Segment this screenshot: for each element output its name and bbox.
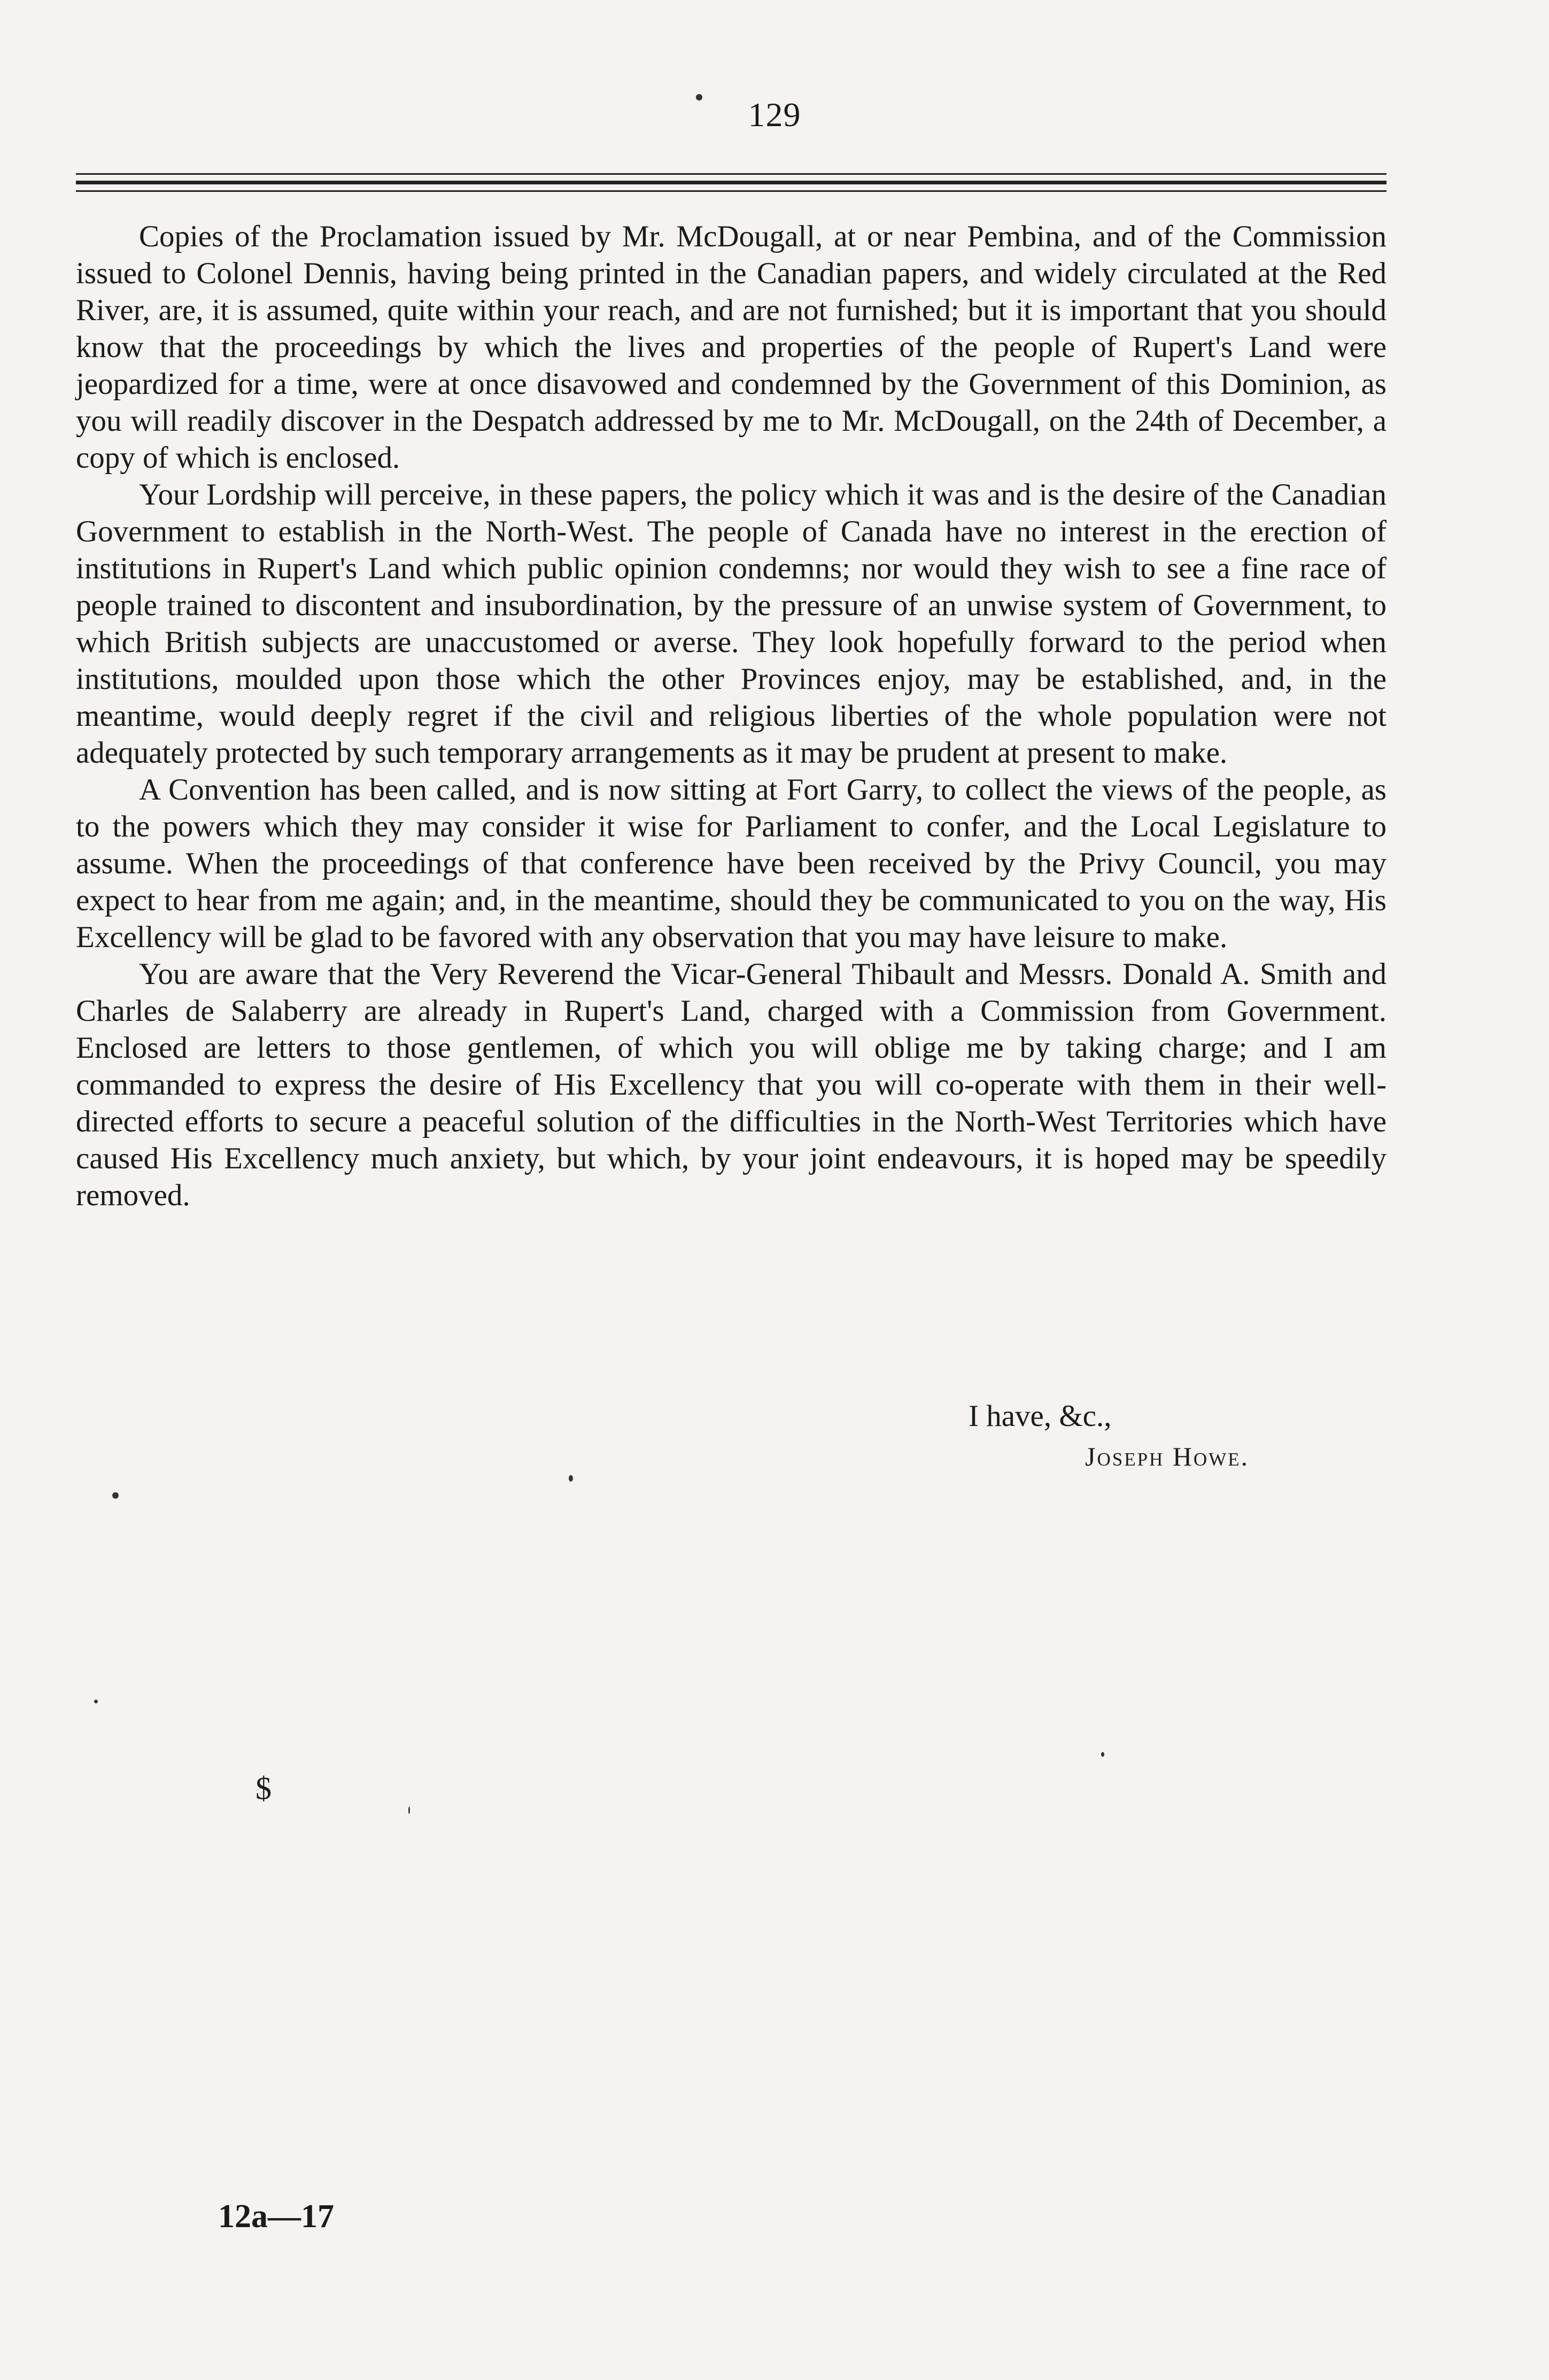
paragraph-commissioners: You are aware that the Very Reverend the Vicar-General Thibault and Messrs. Donald A. Smith and Charles de Salaberry are already in Rupert's Land, charged with a Commission from Government. Enclosed are letters to those gentlemen, of which you will oblige me by taking charge; and I am commanded to express the desire of His Excellency that you will co-operate with them in their well-directed efforts to secure a peaceful solution of the difficulties in the North-West Territories which have caused His Excellency much anxiety, but which, by your joint endeavours, it is hoped may be speedily removed.	[76, 957, 1387, 1212]
scan-speck	[94, 1700, 98, 1703]
scan-speck	[408, 1807, 410, 1814]
sheet-signature-number: 12a—17	[218, 2198, 334, 2235]
paragraph-convention: A Convention has been called, and is now sitting at Fort Garry, to collect the views of the people, as to the powers which they may consider it wise for Parliament to confer, and the Local Legislature to assume. When the proceedings of that conference have been received by the Privy Council, you may expect to hear from me again; and, in the meantime, should they be communicated to you on the way, His Excellency will be glad to be favored with any observation that you may have leisure to make.	[76, 773, 1387, 954]
scan-speck	[569, 1475, 573, 1482]
header-rule-thick	[76, 181, 1387, 184]
paragraph-proclamation: Copies of the Proclamation issued by Mr. McDougall, at or near Pembina, and of the Commission issued to Colonel Dennis, having being printed in the Canadian papers, and widely circulated at the Red River, are, it is assumed, quite within your reach, and are not furnished; but it is important that you should know that the proceedings by which the lives and properties of the people of Rupert's Land were jeopardized for a time, were at once disavowed and condemned by the Government of this Dominion, as you will readily discover in the Despatch addressed by me to Mr. McDougall, on the 24th of December, a copy of which is enclosed.	[76, 220, 1387, 475]
page-number: 129	[748, 96, 801, 134]
scan-speck	[112, 1492, 119, 1499]
paragraph-policy: Your Lordship will perceive, in these papers, the policy which it was and is the desire of the Canadian Government to establish in the North-West. The people of Canada have no interest in the erection of institutions in Rupert's Land which public opinion condemns; nor would they wish to see a fine race of people trained to discontent and insubordination, by the pressure of an unwise system of Government, to which British subjects are unaccustomed or averse. They look hopefully forward to the period when institutions, moulded upon those which the other Provinces enjoy, may be established, and, in the meantime, would deeply regret if the civil and religious liberties of the whole population were not adequately protected by such temporary arrangements as it may be prudent at present to make.	[76, 478, 1387, 770]
closing-line: I have, &c.,	[969, 1399, 1112, 1433]
signature: Joseph Howe.	[1085, 1441, 1250, 1471]
printer-mark: $	[255, 1771, 272, 1806]
header-rule-bottom	[76, 190, 1387, 192]
scan-speck	[696, 94, 702, 100]
header-rule-top	[76, 173, 1387, 175]
scan-speck	[1101, 1752, 1104, 1757]
letter-body	[76, 218, 1387, 1214]
